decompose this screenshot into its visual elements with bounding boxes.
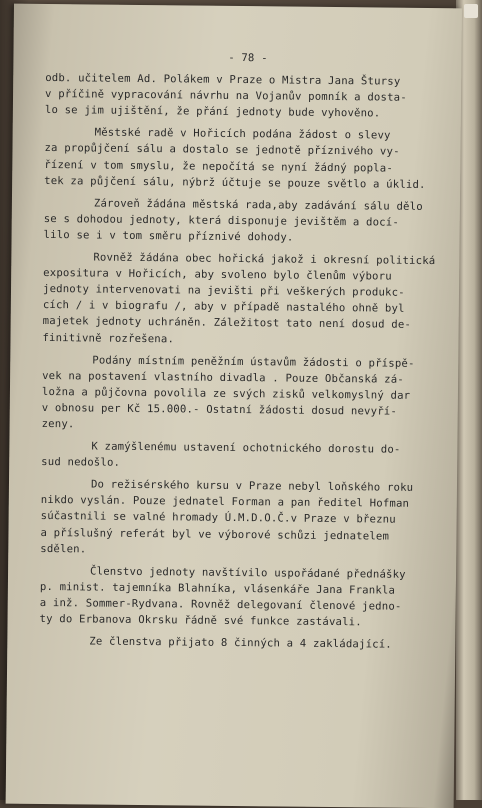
text-line: cích / i v biografu /, aby v případě nastalého ohně byl <box>42 299 405 316</box>
paragraph-4 <box>42 249 458 350</box>
text-line: ložna a půjčovna povolila ze svých zisků velkomyslný dar <box>41 385 411 402</box>
text-line: odb. učitelem Ad. Polákem v Praze o Mistra Jana Štursy <box>45 72 401 88</box>
text-line: Ze členstva přijato 8 činných a 4 zakládající. <box>89 635 392 651</box>
text-line: zeny. <box>41 417 75 431</box>
paragraph-2 <box>44 124 460 193</box>
text-line: lilo se i v tom směru příznivé dohody. <box>43 228 294 244</box>
paragraph-8 <box>39 563 455 632</box>
text-line: řízení v tom smyslu, že nepočítá se nyní žádný popla- <box>44 158 394 175</box>
text-line: súčastnili se valné hromady Ú.M.D.O.Č.v Praze v březnu <box>40 510 396 527</box>
typed-text-body <box>39 48 460 660</box>
text-line: K zamýšlenému ustavení ochotnického dorostu do- <box>91 440 401 456</box>
text-line: lo se jim ujištění, že přání jednoty bude vyhověno. <box>44 104 381 120</box>
text-line: a inž. Sommer-Rydvana. Rovněž delegovaní členové jedno- <box>39 596 402 613</box>
text-line: p. minist. tajemníka Blahníka, vlásenkáře Jana Frankla <box>39 580 396 597</box>
text-line: Městské radě v Hořicích podána žádost o slevy <box>94 126 391 142</box>
page-tab <box>464 4 478 18</box>
text-line: majetek jednoty uchráněn. Záležitost tato není dosud de- <box>42 315 412 332</box>
paragraph-7 <box>40 476 456 561</box>
text-line: a příslušný referát byl ve výborové schůzi jednatelem <box>40 526 390 543</box>
text-line: v příčině vypracování návrhu na Vojanův pomník a dosta- <box>45 88 407 104</box>
text-line: sdělen. <box>40 542 87 556</box>
paragraph-6 <box>41 438 456 475</box>
text-line: nikdo vyslán. Pouze jednatel Forman a pan ředitel Hofman <box>40 494 410 511</box>
paragraph-3 <box>44 195 459 248</box>
text-line: za propůjčení sálu a dostalo se jednotě příznivého vy- <box>44 142 400 159</box>
text-line: jednoty intervenovati na jevišti při veškerých produkc- <box>42 283 405 299</box>
page-number: - 78 - <box>228 51 268 65</box>
text-line: Do režisérského kursu v Praze nebyl loňského roku <box>90 478 414 495</box>
paragraph-5 <box>42 352 458 437</box>
text-line: se s dohodou jednoty, která disponuje jevištěm a docí- <box>43 212 400 229</box>
paragraph-1 <box>45 70 460 123</box>
text-line: vek na postavení vlastního divadla . Pouze Občanská zá- <box>42 369 404 386</box>
text-line: v obnosu per Kč 15.000.- Ostatní žádosti dosud nevyří- <box>41 401 398 418</box>
text-line: Členstvo jednoty navštívilo uspořádané přednášky <box>90 565 406 581</box>
text-line: ty do Erbanova Okrsku řádně své funkce zastávali. <box>39 612 362 629</box>
paragraph-9 <box>39 633 454 653</box>
text-line: Rovněž žádána obec hořická jakož i okresní politická <box>93 251 436 268</box>
text-line: sud nedošlo. <box>41 456 121 469</box>
text-line: Podány místním peněžním ústavům žádosti o příspě- <box>92 354 415 370</box>
text-line: Zároveň žádána městská rada,aby zadávání sálu dělo <box>93 197 423 213</box>
document-page <box>6 4 462 808</box>
text-line: finitivně rozřešena. <box>42 331 175 345</box>
text-line: expositura v Hořicích, aby svoleno bylo členům výboru <box>43 267 392 283</box>
text-line: tek za půjčení sálu, nýbrž účtuje se pouze světlo a úklid. <box>44 174 426 191</box>
